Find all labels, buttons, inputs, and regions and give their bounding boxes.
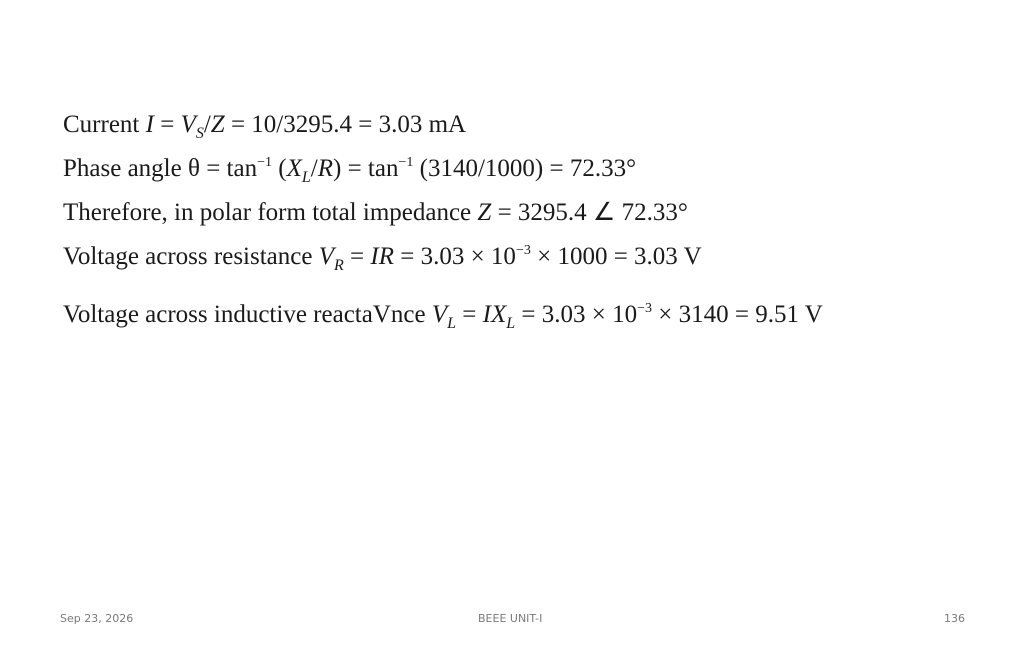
equation-phase-angle: Phase angle $\theta = \tan^{-1} (X_L/R) = \tan^{-1} (3140/1000) = 72.33^\circ$ — [63, 155, 637, 186]
equation-voltage-inductive: Voltage across inductive reactaVnce $V_L = IX_L = 3.03 \times 10^{-3} \times 3140 = 9.51$ V — [63, 301, 823, 332]
footer-date: Sep 23, 2026 — [60, 612, 134, 625]
equation-polar-impedance: Therefore, in polar form total impedance Z = 3295.4 ∠ 72.33° — [63, 199, 688, 226]
footer-title: BEEE UNIT-I — [478, 612, 543, 625]
footer-page-number: 136 — [944, 612, 965, 625]
equation-current: Current $I = V_S/Z = 10/3295.4 = 3.03$ mA — [63, 111, 467, 142]
equation-voltage-resistance: Voltage across resistance $V_R$ = IR = $3.03 \times 10^{-3} \times 1000 = 3.03$ V — [63, 243, 702, 274]
